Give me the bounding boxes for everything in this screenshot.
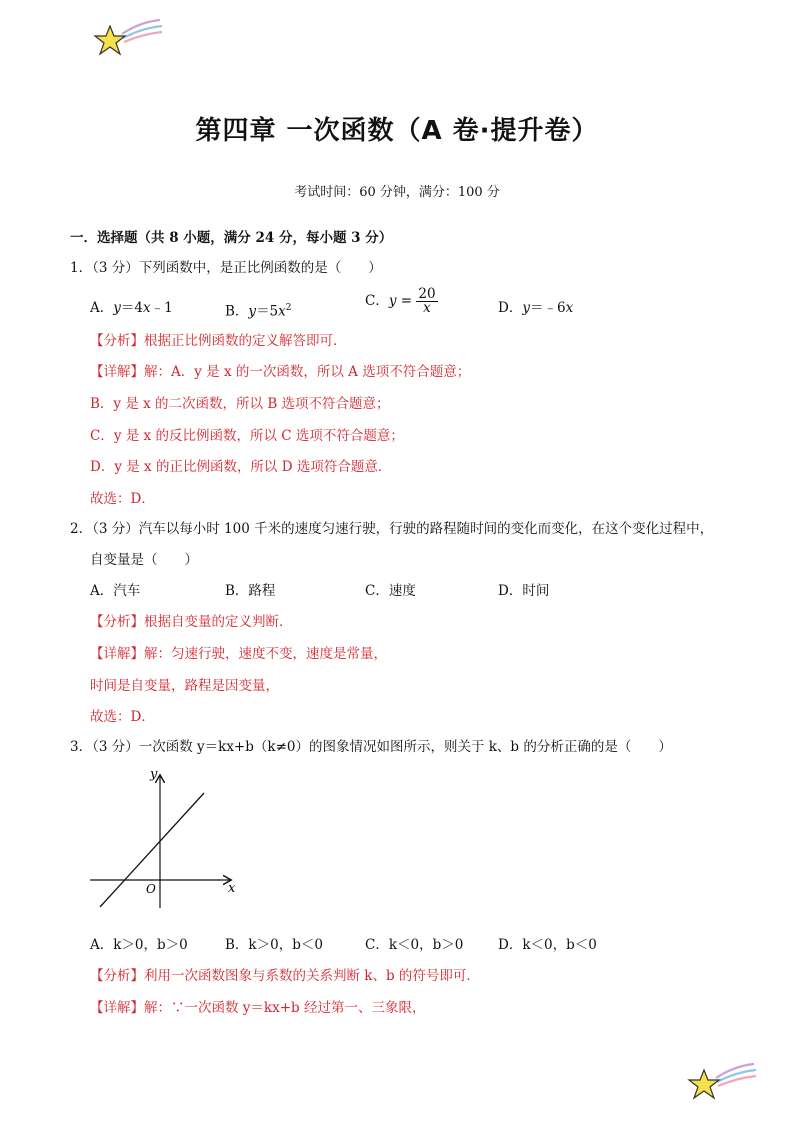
q3-option-a: A．k＞0，b＞0 (90, 937, 188, 953)
q3-option-b: B．k＞0，b＜0 (225, 937, 323, 953)
shooting-star-icon (686, 1060, 758, 1102)
q1-option-b: B．$y=5x^2$ (225, 303, 292, 320)
linear-function-graph (88, 766, 244, 916)
q2-option-b: B．路程 (225, 583, 276, 599)
q2-answer: 故选：D． (90, 709, 155, 725)
q1-detail-line: C．y 是 x 的反比例函数，所以 C 选项不符合题意； (90, 428, 404, 444)
q1-option-c: C．y = $\frac{20}{x}$ (365, 286, 436, 316)
q2-option-d: D．时间 (498, 583, 550, 599)
q1-option-a: A．y＝4x﹣1 (90, 300, 173, 316)
q1-detail-line: D．y 是 x 的正比例函数，所以 D 选项符合题意． (90, 459, 392, 475)
page-title: 第四章 一次函数（A 卷·提升卷） (195, 116, 599, 146)
q1-detail-line: 【详解】解：A．y 是 x 的一次函数，所以 A 选项不符合题意； (90, 364, 471, 380)
exam-info: 考试时间：60 分钟，满分：100 分 (294, 185, 500, 200)
question-2-stem-cont: 自变量是（ ） (90, 552, 198, 568)
q3-analysis: 【分析】利用一次函数图象与系数的关系判断 k、b 的符号即可． (90, 968, 480, 984)
origin-label: O (146, 882, 156, 896)
fraction-20-over-x: $\frac{20}{x}$ (418, 286, 436, 316)
question-3-stem: 3．（3 分）一次函数 y＝kx+b（k≠0）的图象情况如图所示，则关于 k、b 的分析正确的是（ ） (70, 739, 672, 755)
q1-detail-line: B．y 是 x 的二次函数，所以 B 选项不符合题意； (90, 396, 390, 412)
q1-analysis: 【分析】根据正比例函数的定义解答即可． (90, 333, 347, 349)
q2-detail-line: 【详解】解：匀速行驶，速度不变，速度是常量， (90, 646, 387, 662)
section-heading: 一．选择题（共 8 小题，满分 24 分，每小题 3 分） (70, 230, 393, 246)
q2-option-c: C．速度 (365, 583, 416, 599)
q1-answer: 故选：D． (90, 491, 155, 507)
q3-option-d: D．k＜0，b＜0 (498, 937, 597, 953)
shooting-star-icon (92, 16, 164, 58)
q2-option-a: A．汽车 (90, 583, 141, 599)
x-axis-label: x (228, 881, 236, 896)
question-2-stem: 2．（3 分）汽车以每小时 100 千米的速度匀速行驶，行驶的路程随时间的变化而变化，在这个变化过程中， (70, 521, 714, 537)
q1-option-d: D．y＝﹣6x (498, 300, 574, 316)
q2-detail-line: 时间是自变量，路程是因变量， (90, 678, 279, 694)
q3-detail-line: 【详解】解：∵一次函数 y＝kx+b 经过第一、三象限， (90, 1000, 426, 1016)
q3-option-c: C．k＜0，b＞0 (365, 937, 464, 953)
question-1-stem: 1．（3 分）下列函数中，是正比例函数的是（ ） (70, 260, 382, 276)
y-axis-label: y (150, 767, 158, 782)
q2-analysis: 【分析】根据自变量的定义判断． (90, 614, 293, 630)
